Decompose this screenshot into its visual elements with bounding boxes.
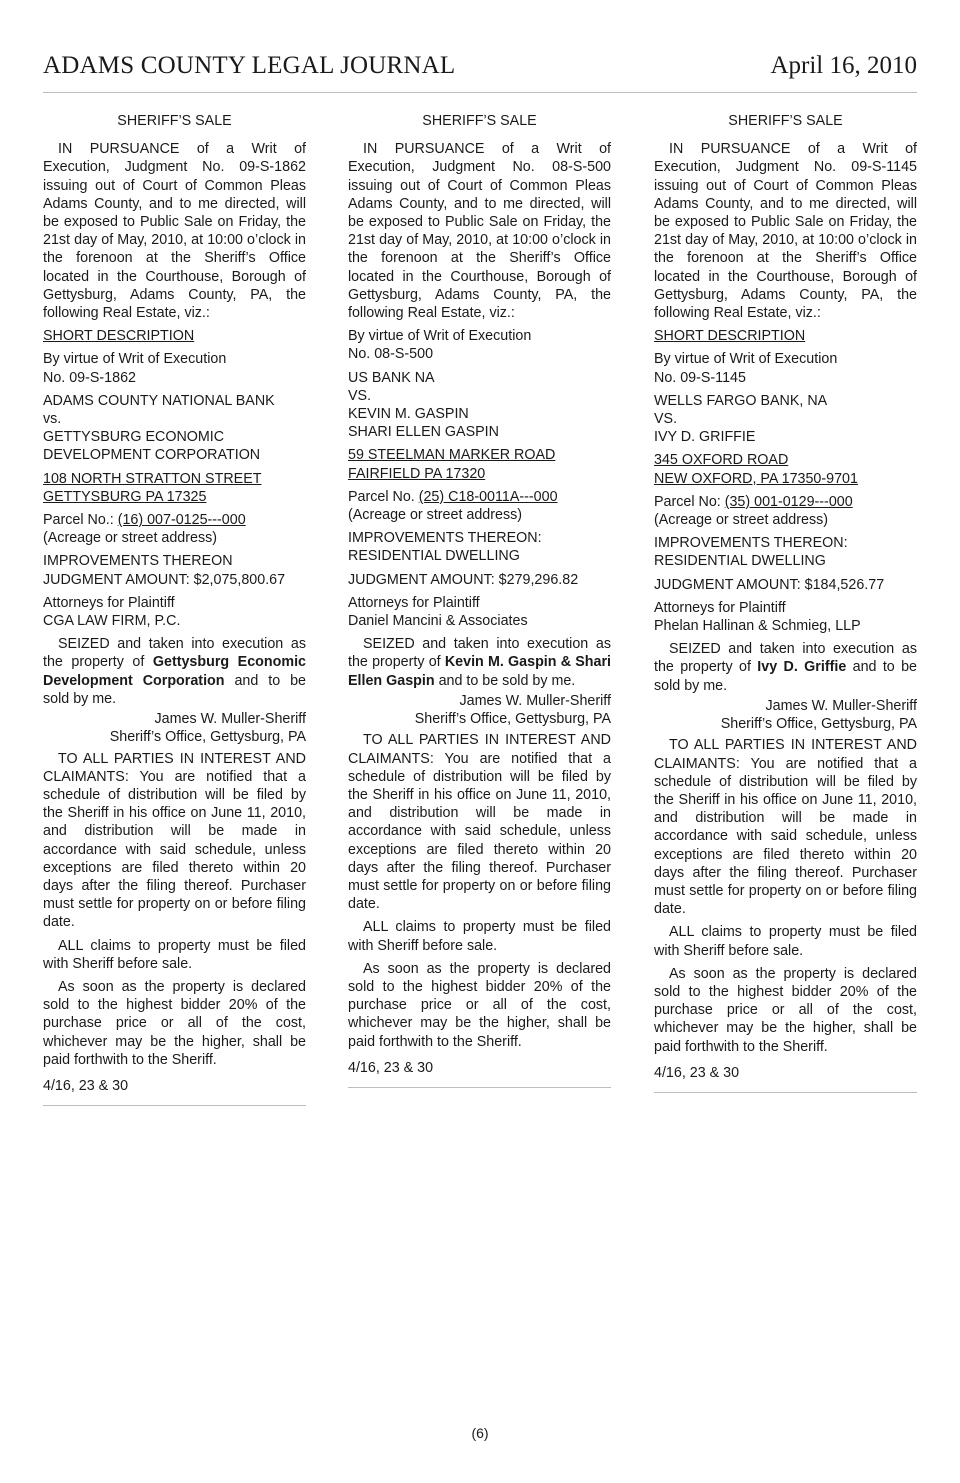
parties-notice: TO ALL PARTIES IN INTEREST AND CLAIMANTS: You are notified that a schedule of distribution will be filed by the Sheriff in his office on June 11, 2010, and distribution will be made in accordance with said schedule, unless exceptions are filed thereto within 20 days after the filing thereof. Purchaser must settle for property on or before filing date. [348,732,611,913]
writ-number: No. 08-S-500 [348,346,434,363]
parcel-number: (16) 007-0125---000 [117,512,246,529]
parcel-number: (35) 001-0129---000 [724,493,853,510]
seized-statement [348,635,611,690]
defendant-line-1: IVY D. GRIFFIE [654,429,756,446]
versus: VS. [348,387,372,404]
sheriff-name: James W. Muller-Sheriff [765,697,917,714]
improvements: IMPROVEMENTS THEREON: [348,530,542,547]
notice-title: SHERIFF’S SALE [422,113,537,129]
writ-line: By virtue of Writ of Execution [348,328,532,345]
sheriff-name: James W. Muller-Sheriff [154,711,306,728]
improvements: IMPROVEMENTS THEREON: [654,535,848,552]
divider [348,1087,611,1088]
writ-number: No. 09-S-1862 [43,369,136,386]
seized-text: SEIZED and taken into execution as the property of [654,641,917,676]
writ-block [43,350,306,386]
seized-text: SEIZED and taken into execution as the property of [43,636,306,671]
judgment-amount: JUDGMENT AMOUNT: $279,296.82 [348,571,579,588]
writ-block [654,350,917,386]
notice-intro: IN PURSUANCE of a Writ of Execution, Judgment No. 09-S-1145 issuing out of Court of Common Pleas Adams County, and to me directed, will be exposed to Public Sale on Friday, the 21st day of May, 2010, at 10:00 o’clock in the forenoon at the Sheriff’s Office located in the Courthouse, Borough of Gettysburg, Adams County, PA, the following Real Estate, viz.: [654,141,917,322]
acreage-note: (Acreage or street address) [654,512,829,529]
acreage-note: (Acreage or street address) [348,507,523,524]
short-description-heading: SHORT DESCRIPTION [43,328,195,345]
plaintiff: ADAMS COUNTY NATIONAL BANK [43,392,275,409]
judgment-amount: JUDGMENT AMOUNT: $184,526.77 [654,576,885,593]
writ-line: By virtue of Writ of Execution [43,351,227,368]
sale-terms: As soon as the property is declared sold to the highest bidder 20% of the purchase price or all of the cost, whichever may be the higher, shall be paid forthwith to the Sheriff. [348,960,611,1050]
attorneys-name: Daniel Mancini & Associates [348,613,528,630]
versus: vs. [43,411,62,428]
defendant-line-1: KEVIN M. GASPIN [348,406,469,423]
address-line-2: NEW OXFORD, PA 17350-9701 [654,470,858,487]
sheriff-sale-notice-2 [348,112,611,1088]
writ-number: No. 09-S-1145 [654,369,746,386]
plaintiff: WELLS FARGO BANK, NA [654,392,828,409]
address-line-1: 345 OXFORD ROAD [654,452,789,469]
plaintiff: US BANK NA [348,369,435,386]
seized-owner: Ivy D. Griffie [757,659,847,676]
claims-notice: ALL claims to property must be filed with Sheriff before sale. [43,937,306,972]
parcel-label: Parcel No: [654,493,725,510]
property-address [348,446,611,482]
defendant-line-1: GETTYSBURG ECONOMIC [43,429,225,446]
notice-title: SHERIFF’S SALE [117,113,232,129]
claims-notice: ALL claims to property must be filed with Sheriff before sale. [654,924,917,959]
sheriff-sale-notice-1 [43,112,306,1106]
judgment-amount: JUDGMENT AMOUNT: $2,075,800.67 [43,571,286,588]
parties-notice: TO ALL PARTIES IN INTEREST AND CLAIMANTS: You are notified that a schedule of distribution will be filed by the Sheriff in his office on June 11, 2010, and distribution will be made in accordance with said schedule, unless exceptions are filed thereto within 20 days after the filing thereof. Purchaser must settle for property on or before filing date. [654,737,917,918]
property-address [654,451,917,487]
publication-dates: 4/16, 23 & 30 [654,1064,740,1081]
page-header [43,52,917,93]
notice-intro: IN PURSUANCE of a Writ of Execution, Judgment No. 08-S-500 issuing out of Court of Common Pleas Adams County, and to me directed, will be exposed to Public Sale on Friday, the 21st day of May, 2010, at 10:00 o’clock in the forenoon at the Sheriff’s Office located in the Courthouse, Borough of Gettysburg, Adams County, PA, the following Real Estate, viz.: [348,141,611,322]
address-line-1: 59 STEELMAN MARKER ROAD [348,447,556,464]
parcel-block [43,511,306,547]
sheriff-office: Sheriff’s Office, Gettysburg, PA [720,716,917,733]
page-number: (6) [471,1425,489,1441]
sale-terms: As soon as the property is declared sold to the highest bidder 20% of the purchase price or all of the cost, whichever may be the higher, shall be paid forthwith to the Sheriff. [654,965,917,1055]
seized-tail: and to be sold by me. [654,659,917,694]
improvements-block [348,529,611,565]
attorneys-block [654,599,917,635]
attorneys-block [348,594,611,630]
parties-block [654,392,917,447]
address-line-1: 108 NORTH STRATTON STREET [43,470,262,487]
seized-statement [654,640,917,695]
attorneys-block [43,594,306,630]
notice-title: SHERIFF’S SALE [728,113,843,129]
seized-tail: and to be sold by me. [434,672,576,689]
sheriff-name: James W. Muller-Sheriff [459,692,611,709]
parcel-block [348,488,611,524]
parcel-label: Parcel No.: [43,512,118,529]
seized-tail: and to be sold by me. [43,672,306,707]
parties-block [348,369,611,442]
parties-notice: TO ALL PARTIES IN INTEREST AND CLAIMANTS: You are notified that a schedule of distribution will be filed by the Sheriff in his office on June 11, 2010, and distribution will be made in accordance with said schedule, unless exceptions are filed thereto within 20 days after the filing thereof. Purchaser must settle for property on or before filing date. [43,750,306,931]
address-line-2: FAIRFIELD PA 17320 [348,465,486,482]
improvements-block [654,534,917,570]
sheriff-office: Sheriff’s Office, Gettysburg, PA [414,711,611,728]
defendant-line-2: SHARI ELLEN GASPIN [348,424,499,441]
writ-line: By virtue of Writ of Execution [654,351,838,368]
parties-block [43,392,306,465]
sheriff-office: Sheriff’s Office, Gettysburg, PA [109,729,306,746]
attorneys-label: Attorneys for Plaintiff [348,594,480,611]
divider [43,1105,306,1106]
acreage-note: (Acreage or street address) [43,530,218,547]
attorneys-name: CGA LAW FIRM, P.C. [43,613,181,630]
defendant-line-2: DEVELOPMENT CORPORATION [43,447,261,464]
attorneys-label: Attorneys for Plaintiff [654,599,786,616]
divider [654,1092,917,1093]
parcel-label: Parcel No. [348,488,419,505]
improvements-type: RESIDENTIAL DWELLING [654,553,826,570]
notice-intro: IN PURSUANCE of a Writ of Execution, Judgment No. 09-S-1862 issuing out of Court of Common Pleas Adams County, and to me directed, will be exposed to Public Sale on Friday, the 21st day of May, 2010, at 10:00 o’clock in the forenoon at the Sheriff’s Office located in the Courthouse, Borough of Gettysburg, Adams County, PA, the following Real Estate, viz.: [43,141,306,322]
claims-notice: ALL claims to property must be filed with Sheriff before sale. [348,919,611,954]
seized-owner: Gettysburg Economic Development Corporation [43,654,306,689]
seized-text: SEIZED and taken into execution as the property of [348,636,611,671]
sheriff-sale-notice-3 [654,112,917,1093]
improvements-block [43,552,306,588]
publication-dates: 4/16, 23 & 30 [348,1059,434,1076]
sale-terms: As soon as the property is declared sold to the highest bidder 20% of the purchase price or all of the cost, whichever may be the higher, shall be paid forthwith to the Sheriff. [43,978,306,1068]
improvements-type: RESIDENTIAL DWELLING [348,548,520,565]
property-address [43,470,306,506]
seized-owner: Kevin M. Gaspin & Shari Ellen Gaspin [348,654,611,689]
seized-statement [43,635,306,708]
parcel-number: (25) C18-0011A---000 [418,488,558,505]
attorneys-label: Attorneys for Plaintiff [43,594,175,611]
versus: VS. [654,411,678,428]
attorneys-name: Phelan Hallinan & Schmieg, LLP [654,618,861,635]
journal-title: ADAMS COUNTY LEGAL JOURNAL [43,52,456,79]
issue-date: April 16, 2010 [770,52,917,79]
publication-dates: 4/16, 23 & 30 [43,1077,129,1094]
improvements: IMPROVEMENTS THEREON [43,553,233,570]
parcel-block [654,493,917,529]
address-line-2: GETTYSBURG PA 17325 [43,488,207,505]
writ-block [348,327,611,363]
short-description-heading: SHORT DESCRIPTION [654,328,806,345]
